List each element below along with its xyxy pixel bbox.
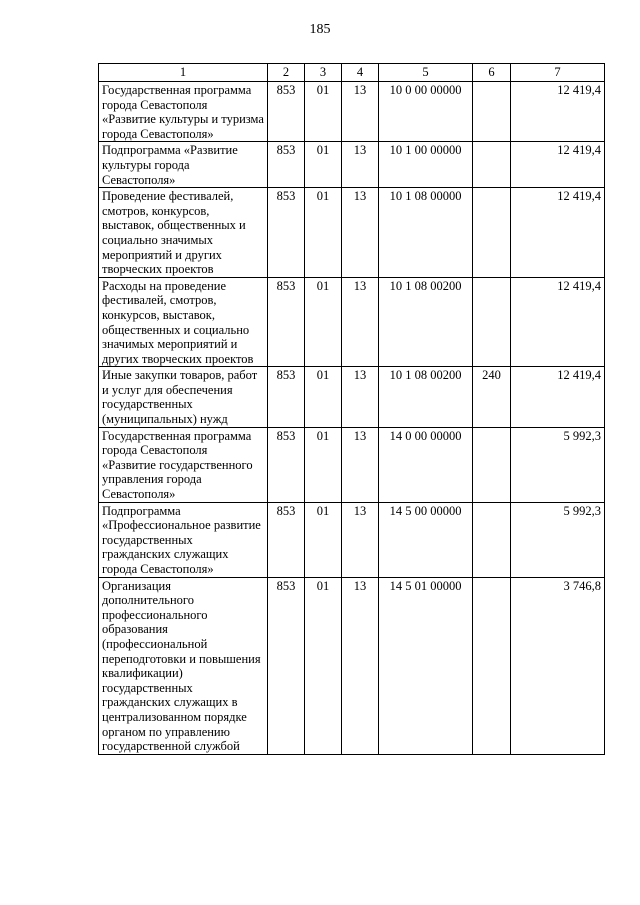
row-code-3: 01 bbox=[305, 142, 342, 188]
row-name: Расходы на проведение фестивалей, смотров, конкурсов, выставок, общественных и социально значимых мероприятий и других творческих проектов bbox=[99, 277, 268, 367]
row-code-3: 01 bbox=[305, 577, 342, 754]
row-amount: 12 419,4 bbox=[511, 82, 605, 142]
row-code-4: 13 bbox=[342, 577, 379, 754]
row-code-2: 853 bbox=[268, 277, 305, 367]
row-amount: 12 419,4 bbox=[511, 277, 605, 367]
row-amount: 12 419,4 bbox=[511, 188, 605, 278]
row-code-5: 14 5 01 00000 bbox=[379, 577, 473, 754]
row-code-4: 13 bbox=[342, 82, 379, 142]
row-name: Подпрограмма «Профессиональное развитие государственных гражданских служащих города Севастополя» bbox=[99, 502, 268, 577]
table-row bbox=[99, 427, 605, 502]
row-code-5: 10 1 08 00200 bbox=[379, 367, 473, 427]
row-code-3: 01 bbox=[305, 277, 342, 367]
row-code-2: 853 bbox=[268, 142, 305, 188]
row-code-6 bbox=[473, 142, 511, 188]
row-code-2: 853 bbox=[268, 82, 305, 142]
row-code-2: 853 bbox=[268, 188, 305, 278]
row-code-3: 01 bbox=[305, 82, 342, 142]
header-row bbox=[99, 64, 605, 82]
column-header-5: 5 bbox=[379, 64, 473, 82]
row-code-6 bbox=[473, 577, 511, 754]
row-code-5: 10 1 08 00200 bbox=[379, 277, 473, 367]
row-name: Государственная программа города Севастополя «Развитие культуры и туризма города Севастополя» bbox=[99, 82, 268, 142]
row-amount: 12 419,4 bbox=[511, 367, 605, 427]
row-code-6 bbox=[473, 188, 511, 278]
row-code-5: 10 1 08 00000 bbox=[379, 188, 473, 278]
row-amount: 5 992,3 bbox=[511, 502, 605, 577]
row-code-2: 853 bbox=[268, 577, 305, 754]
table-row bbox=[99, 82, 605, 142]
row-code-2: 853 bbox=[268, 367, 305, 427]
column-header-7: 7 bbox=[511, 64, 605, 82]
table-row bbox=[99, 277, 605, 367]
table-row bbox=[99, 188, 605, 278]
row-code-3: 01 bbox=[305, 367, 342, 427]
column-header-6: 6 bbox=[473, 64, 511, 82]
row-code-4: 13 bbox=[342, 502, 379, 577]
table-row bbox=[99, 142, 605, 188]
row-code-5: 14 5 00 00000 bbox=[379, 502, 473, 577]
row-code-5: 10 0 00 00000 bbox=[379, 82, 473, 142]
row-code-4: 13 bbox=[342, 188, 379, 278]
row-code-6 bbox=[473, 427, 511, 502]
row-name: Проведение фестивалей, смотров, конкурсов, выставок, общественных и социально значимых мероприятий и других творческих проектов bbox=[99, 188, 268, 278]
row-code-5: 14 0 00 00000 bbox=[379, 427, 473, 502]
page-number: 185 bbox=[309, 22, 331, 37]
table-row bbox=[99, 367, 605, 427]
row-code-4: 13 bbox=[342, 142, 379, 188]
column-header-4: 4 bbox=[342, 64, 379, 82]
row-code-4: 13 bbox=[342, 367, 379, 427]
column-header-2: 2 bbox=[268, 64, 305, 82]
row-code-2: 853 bbox=[268, 427, 305, 502]
row-amount: 5 992,3 bbox=[511, 427, 605, 502]
row-code-3: 01 bbox=[305, 502, 342, 577]
budget-table bbox=[98, 63, 605, 755]
row-code-4: 13 bbox=[342, 427, 379, 502]
row-name: Подпрограмма «Развитие культуры города Севастополя» bbox=[99, 142, 268, 188]
column-header-1: 1 bbox=[99, 64, 268, 82]
row-code-4: 13 bbox=[342, 277, 379, 367]
row-name: Иные закупки товаров, работ и услуг для обеспечения государственных (муниципальных) нужд bbox=[99, 367, 268, 427]
row-code-6 bbox=[473, 82, 511, 142]
row-code-6 bbox=[473, 277, 511, 367]
table-row bbox=[99, 502, 605, 577]
row-code-3: 01 bbox=[305, 188, 342, 278]
row-code-6: 240 bbox=[473, 367, 511, 427]
row-name: Государственная программа города Севастополя «Развитие государственного управления города Севастополя» bbox=[99, 427, 268, 502]
table-row bbox=[99, 577, 605, 754]
row-code-6 bbox=[473, 502, 511, 577]
row-code-2: 853 bbox=[268, 502, 305, 577]
row-code-5: 10 1 00 00000 bbox=[379, 142, 473, 188]
row-name: Организация дополнительного профессионального образования (профессиональной переподготовки и повышения квалификации) государственных гражданских служащих в централизованном порядке органом по управлению государственной службой bbox=[99, 577, 268, 754]
row-code-3: 01 bbox=[305, 427, 342, 502]
row-amount: 3 746,8 bbox=[511, 577, 605, 754]
row-amount: 12 419,4 bbox=[511, 142, 605, 188]
column-header-3: 3 bbox=[305, 64, 342, 82]
